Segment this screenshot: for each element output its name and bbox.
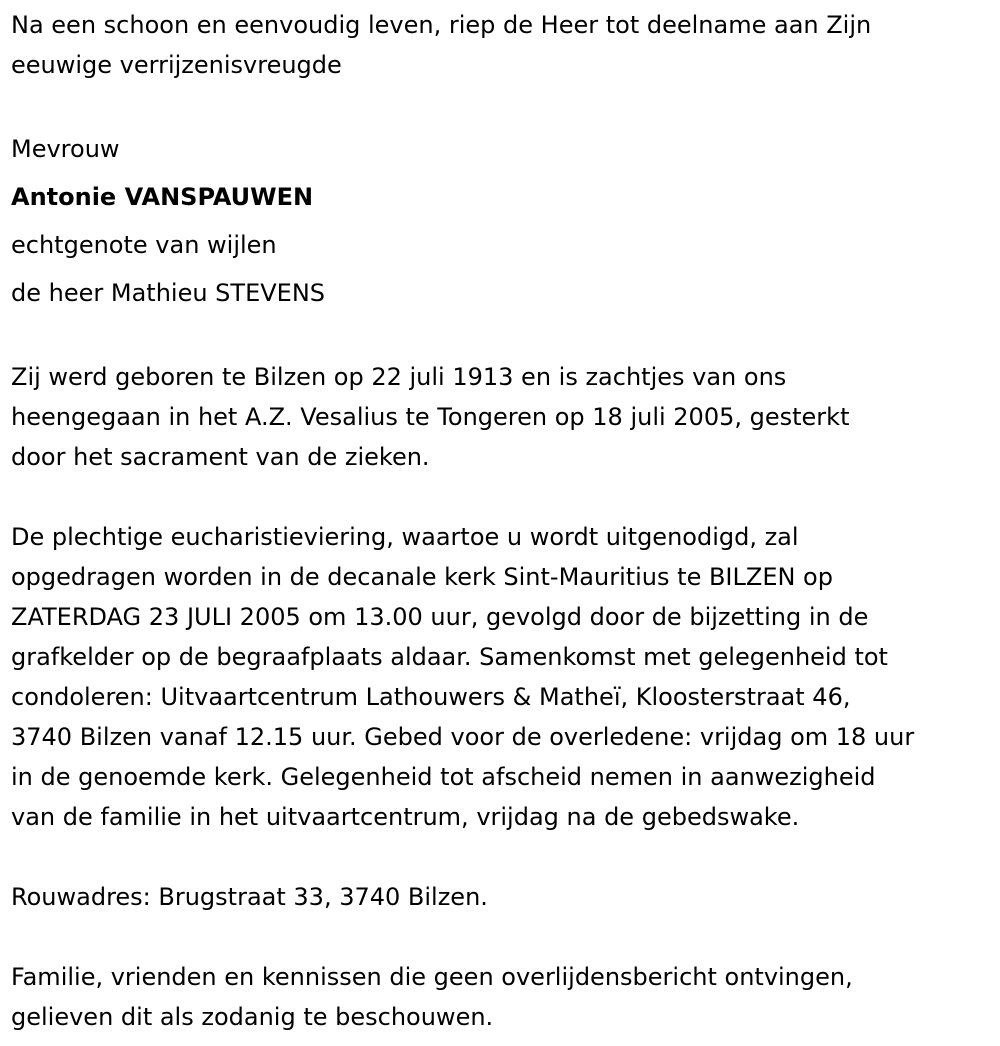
birth-death-paragraph xyxy=(11,357,996,477)
ceremony-line: De plechtige eucharistieviering, waartoe u wordt uitgenodigd, zal xyxy=(11,523,799,551)
spouse-name: de heer Mathieu STEVENS xyxy=(11,279,326,307)
mourning-address-paragraph xyxy=(11,877,996,917)
deceased-name: Antonie VANSPAUWEN xyxy=(11,183,314,211)
deceased-block xyxy=(11,125,996,317)
ceremony-line: grafkelder op de begraafplaats aldaar. Samenkomst met gelegenheid tot xyxy=(11,643,888,671)
death-notice xyxy=(11,5,996,1037)
ceremony-line: in de genoemde kerk. Gelegenheid tot afscheid nemen in aanwezigheid xyxy=(11,763,876,791)
birth-death-line: Zij werd geboren te Bilzen op 22 juli 1913 en is zachtjes van ons xyxy=(11,363,787,391)
ceremony-line: ZATERDAG 23 JULI 2005 om 13.00 uur, gevolgd door de bijzetting in de xyxy=(11,603,869,631)
ceremony-line: 3740 Bilzen vanaf 12.15 uur. Gebed voor de overledene: vrijdag om 18 uur xyxy=(11,723,915,751)
birth-death-line: heengegaan in het A.Z. Vesalius te Tongeren op 18 juli 2005, gesterkt xyxy=(11,403,850,431)
birth-death-line: door het sacrament van de zieken. xyxy=(11,443,430,471)
ceremony-line: van de familie in het uitvaartcentrum, vrijdag na de gebedswake. xyxy=(11,803,800,831)
closing-paragraph xyxy=(11,957,996,1037)
intro-line: Na een schoon en eenvoudig leven, riep de Heer tot deelname aan Zijn xyxy=(11,11,872,39)
spouse-relation: echtgenote van wijlen xyxy=(11,231,277,259)
closing-line: Familie, vrienden en kennissen die geen overlijdensbericht ontvingen, xyxy=(11,963,853,991)
salutation: Mevrouw xyxy=(11,135,120,163)
intro-paragraph xyxy=(11,5,996,85)
ceremony-line: opgedragen worden in de decanale kerk Sint-Mauritius te BILZEN op xyxy=(11,563,833,591)
intro-line: eeuwige verrijzenisvreugde xyxy=(11,51,342,79)
closing-line: gelieven dit als zodanig te beschouwen. xyxy=(11,1003,494,1031)
ceremony-line: condoleren: Uitvaartcentrum Lathouwers & Matheï, Kloosterstraat 46, xyxy=(11,683,851,711)
mourning-address: Rouwadres: Brugstraat 33, 3740 Bilzen. xyxy=(11,883,488,911)
ceremony-paragraph xyxy=(11,517,996,837)
